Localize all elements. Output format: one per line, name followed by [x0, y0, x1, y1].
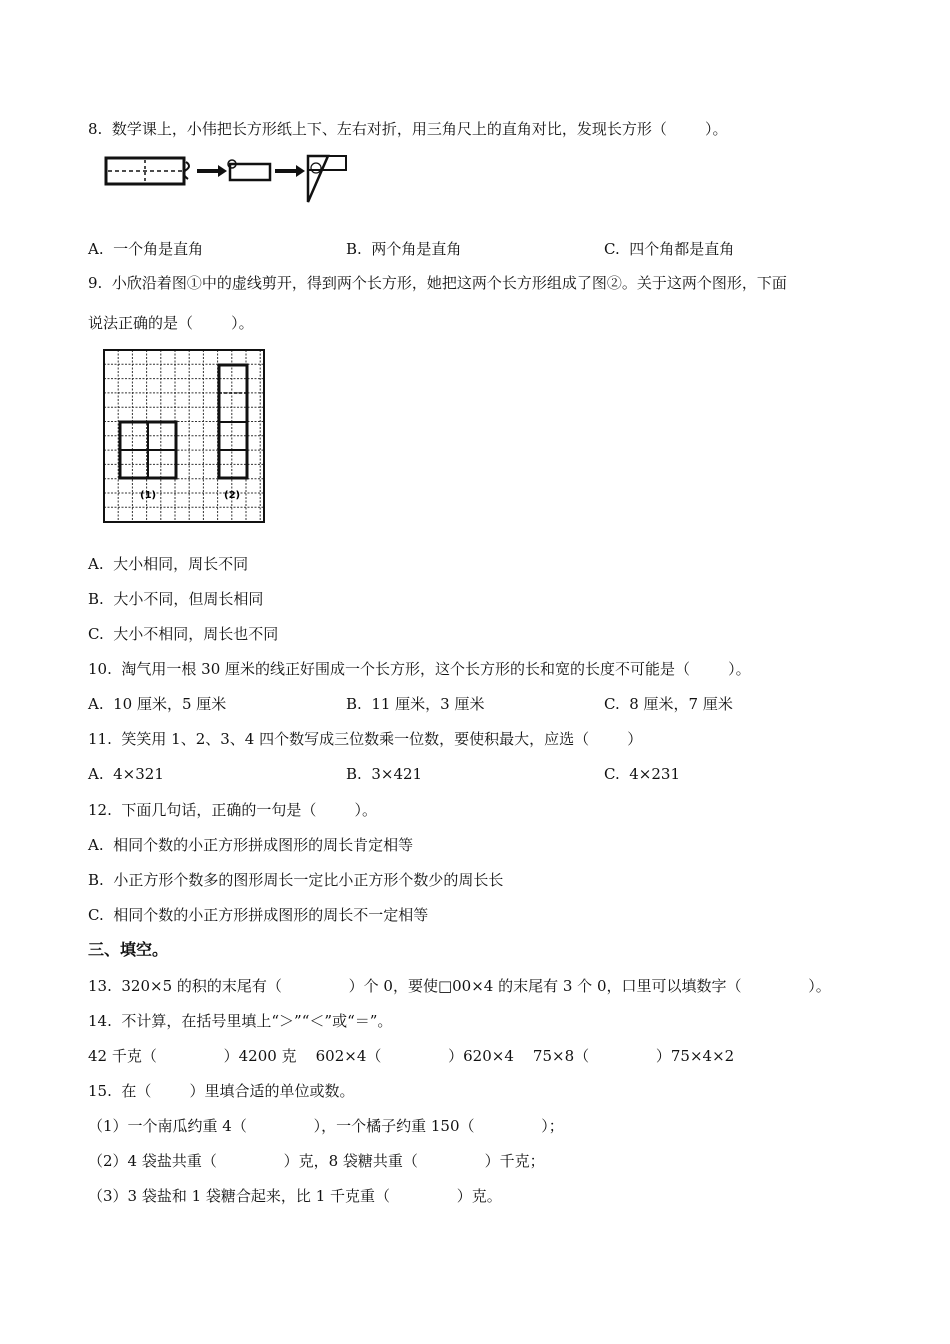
figure-label-2: (2) — [224, 490, 241, 501]
question-11-stem: 11. 笑笑用 1、2、3、4 四个数写成三位数乘一位数，要使积最大，应选（ ） — [88, 730, 643, 748]
question-11-option-b[interactable]: B. 3×421 — [346, 765, 423, 783]
question-8-option-a[interactable]: A. 一个角是直角 — [88, 240, 204, 258]
question-12-option-b[interactable]: B. 小正方形个数多的图形周长一定比小正方形个数少的周长长 — [88, 871, 504, 889]
question-9-stem-line-2: 说法正确的是（ ）。 — [88, 314, 254, 332]
question-10-option-c[interactable]: C. 8 厘米，7 厘米 — [604, 695, 733, 713]
question-8-option-c[interactable]: C. 四个角都是直角 — [604, 240, 735, 258]
paper-folding-figure — [100, 150, 352, 206]
figure-label-1: (1) — [140, 490, 157, 501]
question-15-sub-2: （2）4 袋盐共重（ ）克，8 袋糖共重（ ）千克； — [88, 1152, 545, 1170]
question-10-option-b[interactable]: B. 11 厘米，3 厘米 — [346, 695, 485, 713]
question-12-option-a[interactable]: A. 相同个数的小正方形拼成图形的周长肯定相等 — [88, 836, 414, 854]
section-heading: 三、填空。 — [88, 940, 169, 959]
grid-figure — [100, 346, 268, 526]
question-9-option-a[interactable]: A. 大小相同，周长不同 — [88, 555, 249, 573]
question-14-stem: 14. 不计算，在括号里填上“＞”“＜”或“＝”。 — [88, 1012, 393, 1030]
question-10-stem: 10. 淘气用一根 30 厘米的线正好围成一个长方形，这个长方形的长和宽的长度不可能是（ ）。 — [88, 660, 751, 678]
question-9-stem-line-1: 9. 小欣沿着图①中的虚线剪开，得到两个长方形，她把这两个长方形组成了图②。关于这两个图形，下面 — [88, 274, 787, 292]
question-10-option-a[interactable]: A. 10 厘米，5 厘米 — [88, 695, 227, 713]
question-8-option-b[interactable]: B. 两个角是直角 — [346, 240, 462, 258]
question-12-option-c[interactable]: C. 相同个数的小正方形拼成图形的周长不一定相等 — [88, 906, 429, 924]
question-9-option-b[interactable]: B. 大小不同，但周长相同 — [88, 590, 264, 608]
question-15-stem: 15. 在（ ）里填合适的单位或数。 — [88, 1082, 355, 1100]
question-15-sub-3: （3）3 袋盐和 1 袋糖合起来，比 1 千克重（ ）克。 — [88, 1187, 502, 1205]
question-15-sub-1: （1）一个南瓜约重 4（ ），一个橘子约重 150（ ）； — [88, 1117, 564, 1135]
question-8-stem: 8. 数学课上，小伟把长方形纸上下、左右对折，用三角尺上的直角对比，发现长方形（ ）。 — [88, 120, 728, 138]
question-14-items: 42 千克（ ）4200 克 602×4（ ）620×4 75×8（ ）75×4×2 — [88, 1047, 735, 1065]
question-12-stem: 12. 下面几句话，正确的一句是（ ）。 — [88, 801, 378, 819]
question-13: 13. 320×5 的积的末尾有（ ）个 0，要使□00×4 的末尾有 3 个 0，口里可以填数字（ ）。 — [88, 977, 831, 995]
question-11-option-c[interactable]: C. 4×231 — [604, 765, 680, 783]
question-11-option-a[interactable]: A. 4×321 — [88, 765, 164, 783]
question-9-option-c[interactable]: C. 大小不相同，周长也不同 — [88, 625, 279, 643]
